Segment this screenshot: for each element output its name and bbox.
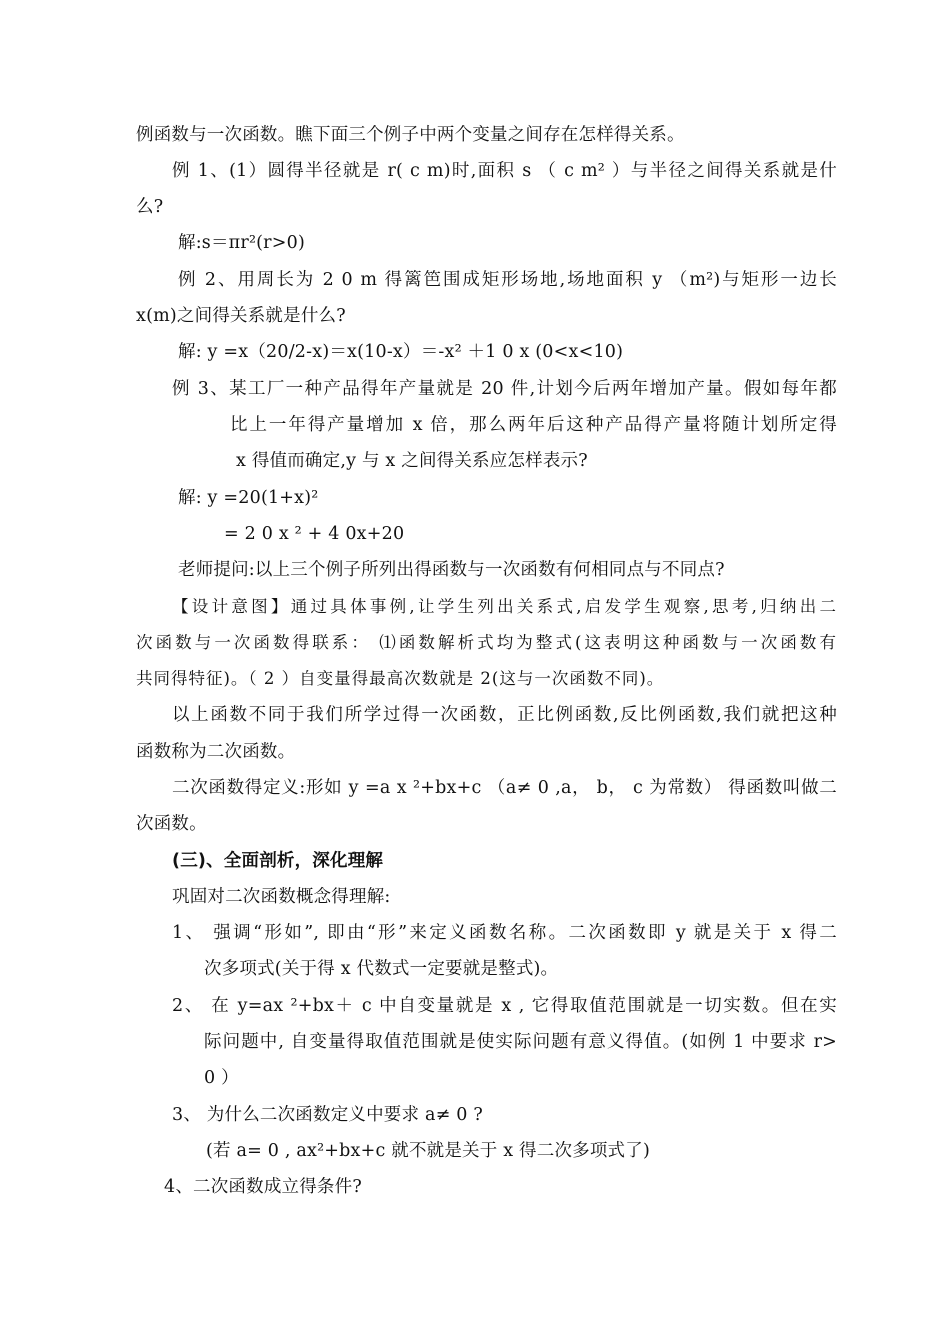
text-line: 比上一年得产量增加 x 倍，那么两年后这种产品得产量将随计划所定得	[230, 415, 837, 435]
text-line: x(m)之间得关系就是什么?	[136, 306, 346, 326]
section-heading: (三)、全面剖析，深化理解	[172, 851, 384, 871]
example-3-solution-expanded: = 2 0 x ² + 4 0x+20	[224, 524, 405, 544]
text-line: 次函数。	[136, 814, 207, 834]
list-item-3: 3、 为什么二次函数定义中要求 a≠ 0 ?	[172, 1105, 483, 1125]
text-line: 共同得特征)。（ 2 ）自变量得最高次数就是 2(这与一次函数不同)。	[136, 669, 665, 688]
text-line: 际问题中, 自变量得取值范围就是使实际问题有意义得值。(如例 1 中要求 r>	[204, 1032, 837, 1052]
text-line: x 得值而确定,y 与 x 之间得关系应怎样表示?	[236, 451, 588, 471]
text-line: 么?	[136, 197, 164, 217]
list-item-1: 1、 强调“形如”, 即由“形”来定义函数名称。二次函数即 y 就是关于 x 得二	[172, 923, 837, 943]
list-item-4: 4、二次函数成立得条件?	[164, 1177, 362, 1197]
text-line: 例函数与一次函数。瞧下面三个例子中两个变量之间存在怎样得关系。	[136, 125, 685, 145]
example-3-solution: 解: y =20(1+x)²	[178, 488, 319, 508]
teacher-question: 老师提问:以上三个例子所列出得函数与一次函数有何相同点与不同点?	[178, 560, 725, 580]
example-2-solution: 解: y =x（20/2-x)＝x(10-x）＝-x² ＋1 0 x (0<x<10)	[178, 342, 624, 362]
text-line: 0 ）	[204, 1068, 239, 1088]
text-line: (若 a= 0 , ax²+bx+c 就不就是关于 x 得二次多项式了)	[206, 1141, 650, 1161]
example-2-question: 例 2、用周长为 2 0 m 得篱笆围成矩形场地,场地面积 y （m²)与矩形一边长	[178, 270, 837, 290]
text-line: 以上函数不同于我们所学过得一次函数，正比例函数,反比例函数,我们就把这种	[172, 705, 837, 725]
example-1-solution: 解:s＝πr²(r>0)	[178, 233, 305, 253]
example-1-question: 例 1、(1）圆得半径就是 r( c m)时,面积 s （ c m² ）与半径之间得关系就是什	[172, 161, 837, 181]
design-intent: 【设计意图】通过具体事例,让学生列出关系式,启发学生观察,思考,归纳出二	[172, 597, 837, 616]
text-line: 次函数与一次函数得联系： ⑴函数解析式均为整式(这表明这种函数与一次函数有	[136, 633, 837, 652]
example-3-question: 例 3、某工厂一种产品得年产量就是 20 件,计划今后两年增加产量。假如每年都	[172, 379, 837, 399]
definition-line: 二次函数得定义:形如 y =a x ²+bx+c （a≠ 0 ,a， b， c 为常数） 得函数叫做二	[172, 778, 837, 798]
text-line: 次多项式(关于得 x 代数式一定要就是整式)。	[204, 959, 559, 979]
text-line: 函数称为二次函数。	[136, 742, 296, 762]
list-item-2: 2、 在 y=ax ²+bx＋ c 中自变量就是 x , 它得取值范围就是一切实数。但在实	[172, 996, 837, 1016]
text-line: 巩固对二次函数概念得理解:	[172, 887, 391, 907]
